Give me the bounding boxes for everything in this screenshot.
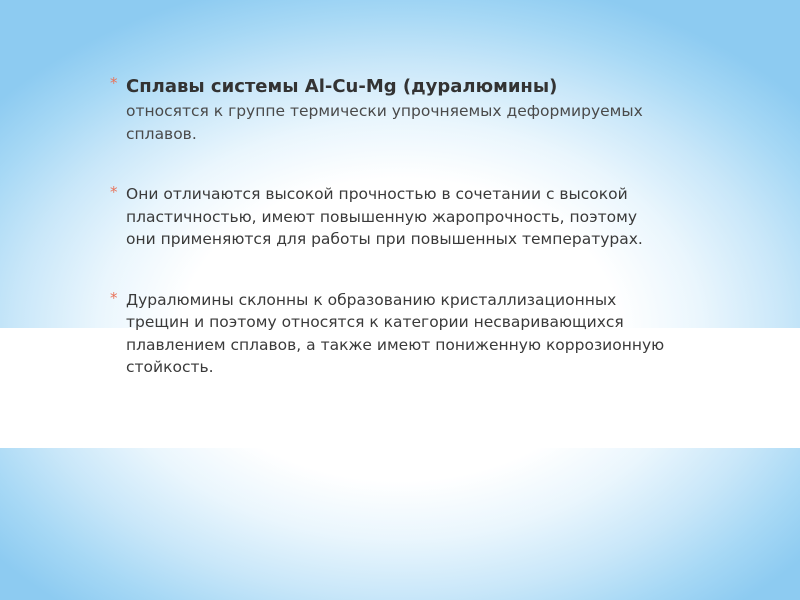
bullet-item-3: [110, 289, 670, 379]
bullet-text: Дуралюмины склонны к образованию кристаллизационных трещин и поэтому относятся к категории несваривающихся плавлением сплавов, а также имеют пониженную коррозионную стойкость.: [126, 290, 665, 376]
bullet-text: относятся к группе термически упрочняемых деформируемых сплавов.: [126, 102, 643, 143]
bullet-marker-icon: *: [110, 74, 118, 92]
slide-content: [110, 74, 670, 379]
bullet-title: Сплавы системы Al-Cu-Mg (дуралюмины): [126, 76, 558, 97]
bullet-text: Они отличаются высокой прочностью в сочетании с высокой пластичностью, имеют повышенную жаропрочность, поэтому они применяются для работы при повышенных температурах.: [126, 185, 643, 248]
bullet-item-1: [110, 74, 670, 145]
bullet-marker-icon: *: [110, 288, 118, 307]
bullet-marker-icon: *: [110, 183, 118, 201]
bullet-item-2: [110, 183, 670, 251]
